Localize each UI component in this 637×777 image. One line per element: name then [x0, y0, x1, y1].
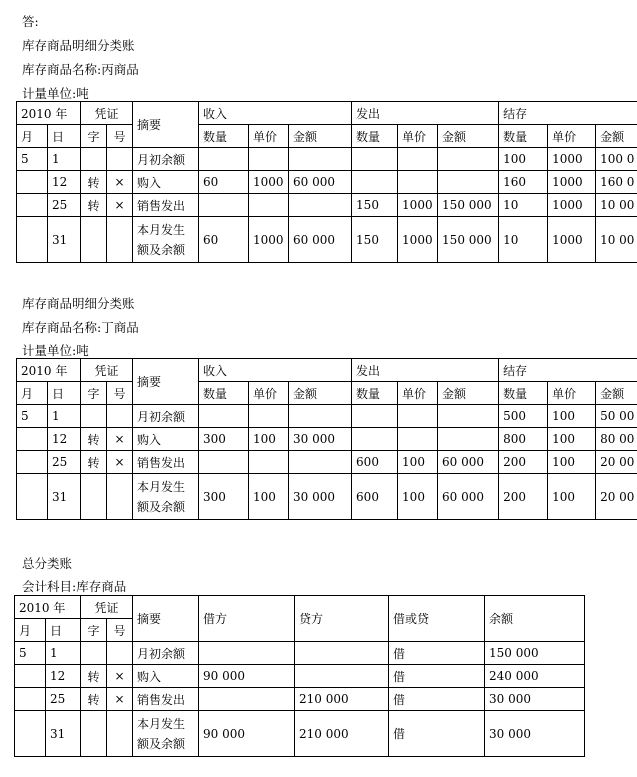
cell-summary: 本月发生额及余额: [133, 474, 199, 520]
cell-out-price: [398, 405, 438, 428]
cell-month: [17, 194, 48, 217]
cell-balance: 30 000: [485, 711, 585, 757]
cell-in-price: 1000: [249, 171, 289, 194]
cell-out-amount: 60 000: [438, 451, 499, 474]
ledger-title-1: 库存商品明细分类账: [22, 38, 135, 53]
cell-in-qty: [199, 451, 249, 474]
cell-day: 31: [48, 474, 81, 520]
answer-label: 答:: [22, 14, 39, 29]
cell-in-qty: [199, 405, 249, 428]
cell-bal-amount: 80 00: [596, 428, 637, 451]
cell-bal-qty: 200: [499, 451, 548, 474]
unit-line-1: 计量单位:吨: [22, 86, 89, 101]
detail-ledger-table-2: [16, 358, 637, 520]
cell-out-amount: [438, 171, 499, 194]
cell-in-qty: 300: [199, 474, 249, 520]
cell-bal-qty: 10: [499, 217, 548, 263]
cell-bal-amount: 10 00: [596, 217, 637, 263]
cell-hao: [107, 405, 133, 428]
cell-bal-qty: 500: [499, 405, 548, 428]
cell-out-amount: [438, 428, 499, 451]
cell-day: 12: [46, 665, 81, 688]
cell-credit: [295, 642, 389, 665]
cell-zi: 转: [81, 451, 107, 474]
cell-bal-qty: 800: [499, 428, 548, 451]
cell-debit-or-credit: 借: [389, 711, 485, 757]
cell-summary: 销售发出: [133, 688, 199, 711]
cell-balance: 240 000: [485, 665, 585, 688]
header-day: 日: [46, 619, 81, 642]
header-bal-amount: 金额: [596, 382, 637, 405]
cell-bal-price: 1000: [548, 194, 596, 217]
header-out-qty: 数量: [352, 382, 398, 405]
cell-hao: [107, 642, 133, 665]
cell-out-qty: 600: [352, 474, 398, 520]
table-row: [17, 405, 637, 428]
cell-month: [17, 171, 48, 194]
header-out-amount: 金额: [438, 382, 499, 405]
header-out-price: 单价: [398, 125, 438, 148]
cell-in-qty: [199, 194, 249, 217]
cell-out-price: 100: [398, 474, 438, 520]
table-row: [15, 688, 585, 711]
cell-month: [17, 451, 48, 474]
cell-debit-or-credit: 借: [389, 642, 485, 665]
header-bal-price: 单价: [548, 382, 596, 405]
cell-in-price: 100: [249, 474, 289, 520]
cell-balance: 30 000: [485, 688, 585, 711]
cell-in-amount: 30 000: [289, 428, 352, 451]
cell-day: 25: [48, 194, 81, 217]
header-summary: 摘要: [133, 359, 199, 405]
header-year: 2010 年: [17, 102, 81, 125]
cell-credit: [295, 665, 389, 688]
header-day: 日: [48, 382, 81, 405]
cell-out-amount: 60 000: [438, 474, 499, 520]
table-row: [17, 428, 637, 451]
cell-month: [15, 688, 46, 711]
table-row: [17, 451, 637, 474]
header-in-price: 单价: [249, 382, 289, 405]
product-name-line-2: 库存商品名称:丁商品: [22, 320, 139, 335]
header-month: 月: [17, 382, 48, 405]
cell-out-price: [398, 148, 438, 171]
cell-in-price: [249, 194, 289, 217]
header-issue: 发出: [352, 102, 499, 125]
cell-zi: [81, 711, 107, 757]
table-row: [17, 148, 637, 171]
cell-in-price: 1000: [249, 217, 289, 263]
table-row: [15, 711, 585, 757]
cell-out-qty: [352, 148, 398, 171]
cell-out-qty: [352, 171, 398, 194]
cell-out-amount: 150 000: [438, 194, 499, 217]
header-month: 月: [15, 619, 46, 642]
cell-day: 1: [48, 405, 81, 428]
header-month: 月: [17, 125, 48, 148]
cell-summary: 本月发生额及余额: [133, 711, 199, 757]
cell-out-price: 100: [398, 451, 438, 474]
cell-debit: [199, 642, 295, 665]
cell-credit: 210 000: [295, 688, 389, 711]
cell-zi: 转: [81, 428, 107, 451]
cell-debit-or-credit: 借: [389, 688, 485, 711]
cell-bal-price: 1000: [548, 217, 596, 263]
header-voucher: 凭证: [81, 596, 133, 619]
header-issue: 发出: [352, 359, 499, 382]
ledger-title-2: 库存商品明细分类账: [22, 296, 135, 311]
cell-in-price: [249, 451, 289, 474]
cell-debit: 90 000: [199, 711, 295, 757]
cell-bal-amount: 20 00: [596, 451, 637, 474]
cell-summary: 月初余额: [133, 642, 199, 665]
cell-month: 5: [15, 642, 46, 665]
cell-debit: 90 000: [199, 665, 295, 688]
header-in-price: 单价: [249, 125, 289, 148]
cell-out-qty: [352, 405, 398, 428]
cell-in-qty: [199, 148, 249, 171]
header-hao: 号: [107, 382, 133, 405]
header-zi: 字: [81, 619, 107, 642]
table-row: [17, 194, 637, 217]
product-name-line-1: 库存商品名称:丙商品: [22, 62, 139, 77]
cell-bal-amount: 100 0: [596, 148, 637, 171]
cell-day: 31: [46, 711, 81, 757]
detail-ledger-table-1: [16, 101, 637, 263]
header-hao: 号: [107, 619, 133, 642]
cell-in-qty: 60: [199, 171, 249, 194]
cell-in-amount: [289, 194, 352, 217]
cell-hao: [107, 217, 133, 263]
cell-month: [17, 428, 48, 451]
cell-out-price: 1000: [398, 217, 438, 263]
table-row: [17, 474, 637, 520]
header-in-amount: 金额: [289, 382, 352, 405]
cell-hao: ×: [107, 428, 133, 451]
header-zi: 字: [81, 382, 107, 405]
cell-out-qty: [352, 428, 398, 451]
cell-debit-or-credit: 借: [389, 665, 485, 688]
general-ledger-title: 总分类账: [22, 556, 73, 571]
cell-out-amount: [438, 148, 499, 171]
cell-zi: [81, 405, 107, 428]
cell-month: 5: [17, 405, 48, 428]
cell-bal-amount: 10 00: [596, 194, 637, 217]
cell-summary: 购入: [133, 171, 199, 194]
cell-out-amount: 150 000: [438, 217, 499, 263]
cell-month: 5: [17, 148, 48, 171]
cell-bal-price: 100: [548, 428, 596, 451]
cell-out-qty: 600: [352, 451, 398, 474]
general-ledger-table: [14, 595, 585, 757]
cell-month: [15, 711, 46, 757]
header-credit: 贷方: [295, 596, 389, 642]
cell-bal-amount: 20 00: [596, 474, 637, 520]
cell-summary: 购入: [133, 428, 199, 451]
cell-in-qty: 60: [199, 217, 249, 263]
cell-bal-qty: 200: [499, 474, 548, 520]
table-row: [15, 642, 585, 665]
cell-bal-amount: 50 00: [596, 405, 637, 428]
cell-zi: 转: [81, 171, 107, 194]
cell-in-price: 100: [249, 428, 289, 451]
cell-summary: 月初余额: [133, 405, 199, 428]
header-debit-or-credit: 借或贷: [389, 596, 485, 642]
cell-day: 25: [46, 688, 81, 711]
header-hao: 号: [107, 125, 133, 148]
cell-bal-qty: 100: [499, 148, 548, 171]
cell-bal-qty: 160: [499, 171, 548, 194]
cell-zi: 转: [81, 665, 107, 688]
header-year: 2010 年: [17, 359, 81, 382]
cell-hao: [107, 148, 133, 171]
cell-bal-qty: 10: [499, 194, 548, 217]
table-row: [17, 217, 637, 263]
cell-in-amount: [289, 148, 352, 171]
cell-day: 1: [46, 642, 81, 665]
header-bal-qty: 数量: [499, 382, 548, 405]
account-line: 会计科目:库存商品: [22, 579, 127, 594]
cell-hao: ×: [107, 688, 133, 711]
cell-out-amount: [438, 405, 499, 428]
header-out-amount: 金额: [438, 125, 499, 148]
cell-out-price: [398, 428, 438, 451]
cell-zi: [81, 474, 107, 520]
cell-in-amount: [289, 451, 352, 474]
cell-hao: ×: [107, 665, 133, 688]
header-income: 收入: [199, 102, 352, 125]
cell-summary: 销售发出: [133, 194, 199, 217]
cell-in-price: [249, 148, 289, 171]
cell-zi: 转: [81, 194, 107, 217]
cell-hao: ×: [107, 171, 133, 194]
cell-day: 31: [48, 217, 81, 263]
cell-hao: [107, 711, 133, 757]
cell-in-amount: 60 000: [289, 217, 352, 263]
cell-bal-price: 100: [548, 474, 596, 520]
cell-bal-amount: 160 0: [596, 171, 637, 194]
cell-day: 25: [48, 451, 81, 474]
cell-zi: [81, 642, 107, 665]
cell-out-price: 1000: [398, 194, 438, 217]
header-balance: 结存: [499, 102, 637, 125]
cell-bal-price: 100: [548, 451, 596, 474]
header-bal-qty: 数量: [499, 125, 548, 148]
cell-day: 12: [48, 428, 81, 451]
header-day: 日: [48, 125, 81, 148]
header-voucher: 凭证: [81, 359, 133, 382]
cell-month: [17, 217, 48, 263]
header-zi: 字: [81, 125, 107, 148]
cell-out-price: [398, 171, 438, 194]
cell-hao: ×: [107, 194, 133, 217]
header-in-qty: 数量: [199, 382, 249, 405]
header-debit: 借方: [199, 596, 295, 642]
cell-hao: [107, 474, 133, 520]
cell-bal-price: 1000: [548, 171, 596, 194]
header-income: 收入: [199, 359, 352, 382]
cell-summary: 本月发生额及余额: [133, 217, 199, 263]
cell-month: [15, 665, 46, 688]
cell-in-amount: [289, 405, 352, 428]
cell-in-price: [249, 405, 289, 428]
cell-summary: 购入: [133, 665, 199, 688]
header-summary: 摘要: [133, 102, 199, 148]
header-in-qty: 数量: [199, 125, 249, 148]
cell-month: [17, 474, 48, 520]
table-row: [17, 171, 637, 194]
header-voucher: 凭证: [81, 102, 133, 125]
cell-in-qty: 300: [199, 428, 249, 451]
cell-hao: ×: [107, 451, 133, 474]
header-balance: 余额: [485, 596, 585, 642]
cell-day: 12: [48, 171, 81, 194]
cell-in-amount: 60 000: [289, 171, 352, 194]
cell-bal-price: 1000: [548, 148, 596, 171]
unit-line-2: 计量单位:吨: [22, 343, 89, 358]
header-summary: 摘要: [133, 596, 199, 642]
table-row: [15, 665, 585, 688]
cell-zi: 转: [81, 688, 107, 711]
cell-out-qty: 150: [352, 194, 398, 217]
cell-summary: 销售发出: [133, 451, 199, 474]
cell-credit: 210 000: [295, 711, 389, 757]
header-out-qty: 数量: [352, 125, 398, 148]
cell-zi: [81, 217, 107, 263]
cell-summary: 月初余额: [133, 148, 199, 171]
cell-zi: [81, 148, 107, 171]
header-bal-price: 单价: [548, 125, 596, 148]
cell-out-qty: 150: [352, 217, 398, 263]
cell-balance: 150 000: [485, 642, 585, 665]
header-in-amount: 金额: [289, 125, 352, 148]
header-balance: 结存: [499, 359, 637, 382]
header-year: 2010 年: [15, 596, 81, 619]
header-bal-amount: 金额: [596, 125, 637, 148]
cell-debit: [199, 688, 295, 711]
cell-in-amount: 30 000: [289, 474, 352, 520]
cell-day: 1: [48, 148, 81, 171]
header-out-price: 单价: [398, 382, 438, 405]
cell-bal-price: 100: [548, 405, 596, 428]
